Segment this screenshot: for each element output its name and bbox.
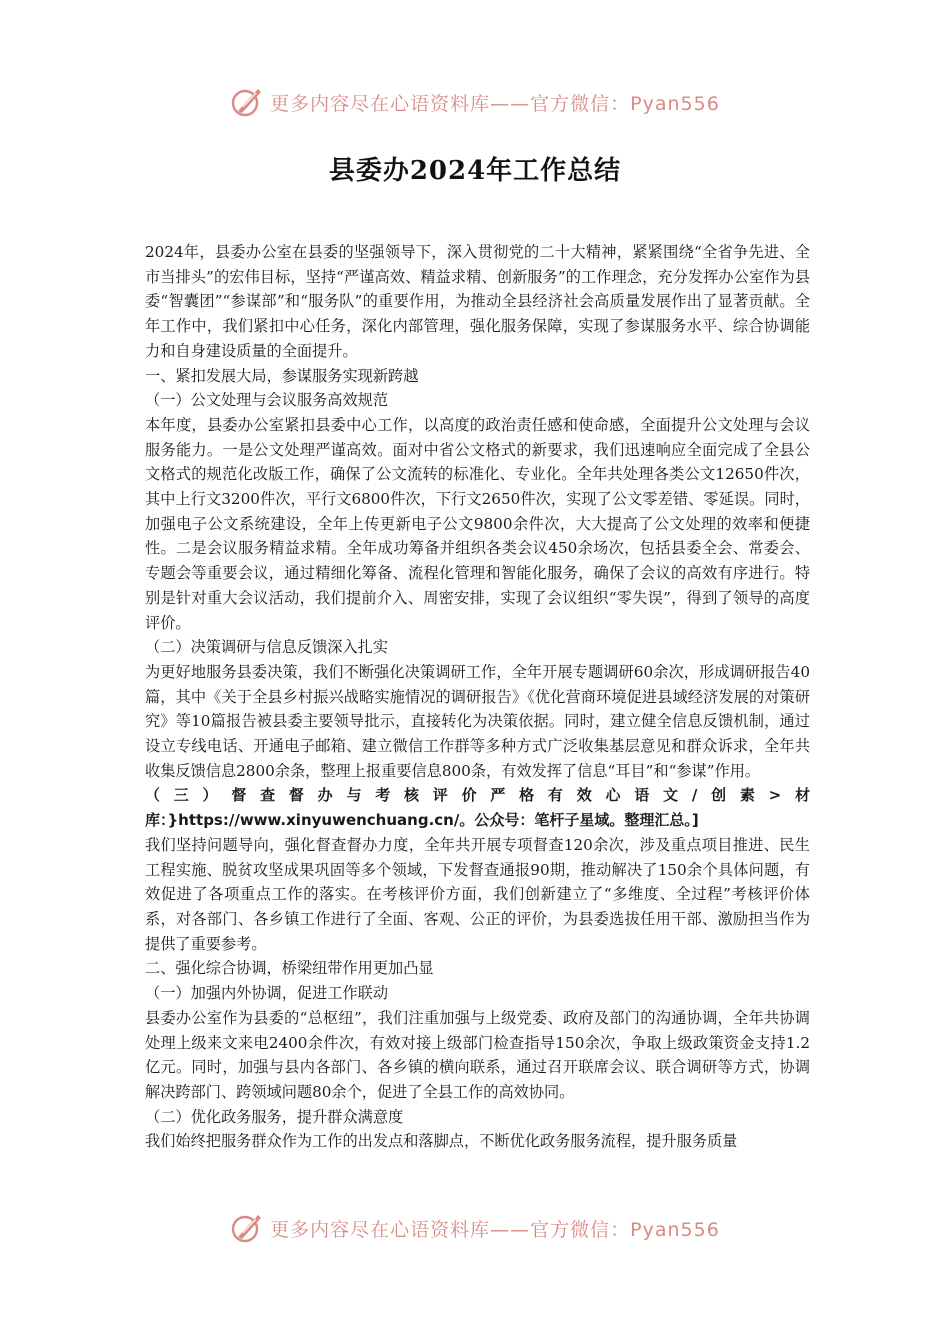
subsection-heading: （一）公文处理与会议服务高效规范	[145, 391, 388, 410]
watermark-footer	[0, 1208, 950, 1248]
subsection-heading-watermarked: （三）督查督办与考核评价严格有效心语文/创素>材库：}https://www.xinyuwenchuang.cn/。公众号：笔杆子星域。整理汇总。]	[145, 786, 810, 830]
quill-logo-icon	[230, 85, 264, 119]
subsection-heading: （二）决策调研与信息反馈深入扎实	[145, 638, 388, 657]
watermark-text: 更多内容尽在心语资料库——官方微信：Pyan556	[270, 1218, 720, 1241]
section-heading: 一、紧扣发展大局，参谋服务实现新跨越	[145, 366, 419, 385]
intro-paragraph: 2024年，县委办公室在县委的坚强领导下，深入贯彻党的二十大精神，紧紧围绕“全省争先进、全市当排头”的宏伟目标，坚持“严谨高效、精益求精、创新服务”的工作理念，充分发挥办公室作为县委“智囊团”“参谋部”和“服务队”的重要作用，为推动全县经济社会高质量发展作出了显著贡献。全年工作中，我们紧扣中心任务，深化内部管理，强化服务保障，实现了参谋服务水平、综合协调能力和自身建设质量的全面提升。	[145, 243, 810, 360]
body-paragraph: 县委办公室作为县委的“总枢纽”，我们注重加强与上级党委、政府及部门的沟通协调，全年共协调处理上级来文来电2400余件次，有效对接上级部门检查指导150余次，争取上级政策资金支持1.2亿元。同时，加强与县内各部门、各乡镇的横向联系，通过召开联席会议、联合调研等方式，协调解决跨部门、跨领域问题80余个，促进了全县工作的高效协同。	[145, 1008, 810, 1101]
body-paragraph: 本年度，县委办公室紧扣县委中心工作，以高度的政治责任感和使命感，全面提升公文处理与会议服务能力。一是公文处理严谨高效。面对中省公文格式的新要求，我们迅速响应全面完成了全县公文格式的规范化改版工作，确保了公文流转的标准化、专业化。全年共处理各类公文12650件次，其中上行文3200件次，平行文6800件次，下行文2650件次，实现了公文零差错、零延误。同时，加强电子公文系统建设，全年上传更新电子公文9800余件次，大大提高了公文处理的效率和便捷性。二是会议服务精益求精。全年成功筹备并组织各类会议450余场次，包括县委全会、常委会、专题会等重要会议，通过精细化筹备、流程化管理和智能化服务，确保了会议的高效有序进行。特别是针对重大会议活动，我们提前介入、周密安排，实现了会议组织“零失误”，得到了领导的高度评价。	[145, 415, 810, 632]
document-body	[145, 240, 810, 1154]
watermark-header	[0, 82, 950, 122]
quill-logo-icon	[230, 1211, 264, 1245]
subsection-heading: （二）优化政务服务，提升群众满意度	[145, 1107, 404, 1126]
section-heading: 二、强化综合协调，桥梁纽带作用更加凸显	[145, 959, 434, 978]
document-title: 县委办2024年工作总结	[328, 156, 622, 186]
body-paragraph: 我们坚持问题导向，强化督查督办力度，全年共开展专项督查120余次，涉及重点项目推进、民生工程实施、脱贫攻坚成果巩固等多个领域，下发督查通报90期，推动解决了150余个具体问题，有效促进了各项重点工作的落实。在考核评价方面，我们创新建立了“多维度、全过程”考核评价体系，对各部门、各乡镇工作进行了全面、客观、公正的评价，为县委选拔任用干部、激励担当作为提供了重要参考。	[145, 835, 810, 953]
subsection-heading: （一）加强内外协调，促进工作联动	[145, 984, 388, 1003]
body-paragraph: 为更好地服务县委决策，我们不断强化决策调研工作，全年开展专题调研60余次，形成调研报告40篇，其中《关于全县乡村振兴战略实施情况的调研报告》《优化营商环境促进县域经济发展的对策研究》等10篇报告被县委主要领导批示，直接转化为决策依据。同时，建立健全信息反馈机制，通过设立专线电话、开通电子邮箱、建立微信工作群等多种方式广泛收集基层意见和群众诉求，全年共收集反馈信息2800余条，整理上报重要信息800条，有效发挥了信息“耳目”和“参谋”作用。	[145, 662, 810, 780]
body-paragraph: 我们始终把服务群众作为工作的出发点和落脚点，不断优化政务服务流程，提升服务质量	[145, 1132, 738, 1151]
watermark-text: 更多内容尽在心语资料库——官方微信：Pyan556	[270, 92, 720, 115]
